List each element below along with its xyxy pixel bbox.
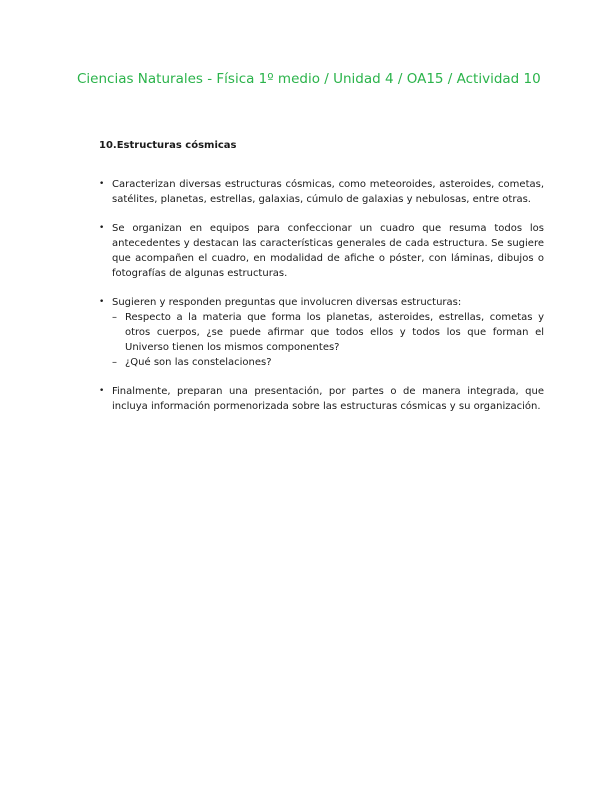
section-title: 10.Estructuras cósmicas xyxy=(99,140,237,151)
activity-list xyxy=(99,177,544,414)
sub-list-item-text: Respecto a la materia que forma los planetas, asteroides, estrellas, cometas y otros cuerpos, ¿se puede afirmar que todos ellos y todos los que forman el Universo tienen los mismos componentes? xyxy=(125,312,544,353)
activity-content xyxy=(99,138,544,428)
list-item xyxy=(99,384,544,414)
bullet-icon: • xyxy=(99,179,105,189)
sub-list-item xyxy=(112,310,544,355)
list-item-text: Sugieren y responden preguntas que involucren diversas estructuras: xyxy=(112,297,462,308)
page-header-breadcrumb: Ciencias Naturales - Física 1º medio / Unidad 4 / OA15 / Actividad 10 xyxy=(77,71,541,87)
list-item-text: Finalmente, preparan una presentación, por partes o de manera integrada, que incluya información pormenorizada sobre las estructuras cósmicas y su organización. xyxy=(112,386,544,412)
sub-list-item xyxy=(112,355,544,370)
sub-list-item-text: ¿Qué son las constelaciones? xyxy=(125,357,272,368)
list-item xyxy=(99,295,544,370)
bullet-icon: • xyxy=(99,223,105,233)
dash-icon: – xyxy=(112,357,117,368)
list-item-text: Se organizan en equipos para confeccionar un cuadro que resuma todos los antecedentes y destacan las características generales de cada estructura. Se sugiere que acompañen el cuadro, en modalidad de afiche o póster, con láminas, dibujos o fotografías de algunas estructuras. xyxy=(112,223,544,279)
list-item xyxy=(99,177,544,207)
dash-icon: – xyxy=(112,312,117,323)
list-item-text: Caracterizan diversas estructuras cósmicas, como meteoroides, asteroides, cometas, satélites, planetas, estrellas, galaxias, cúmulo de galaxias y nebulosas, entre otras. xyxy=(112,179,544,205)
list-item xyxy=(99,221,544,281)
sub-list xyxy=(112,310,544,370)
bullet-icon: • xyxy=(99,386,105,396)
bullet-icon: • xyxy=(99,297,105,307)
